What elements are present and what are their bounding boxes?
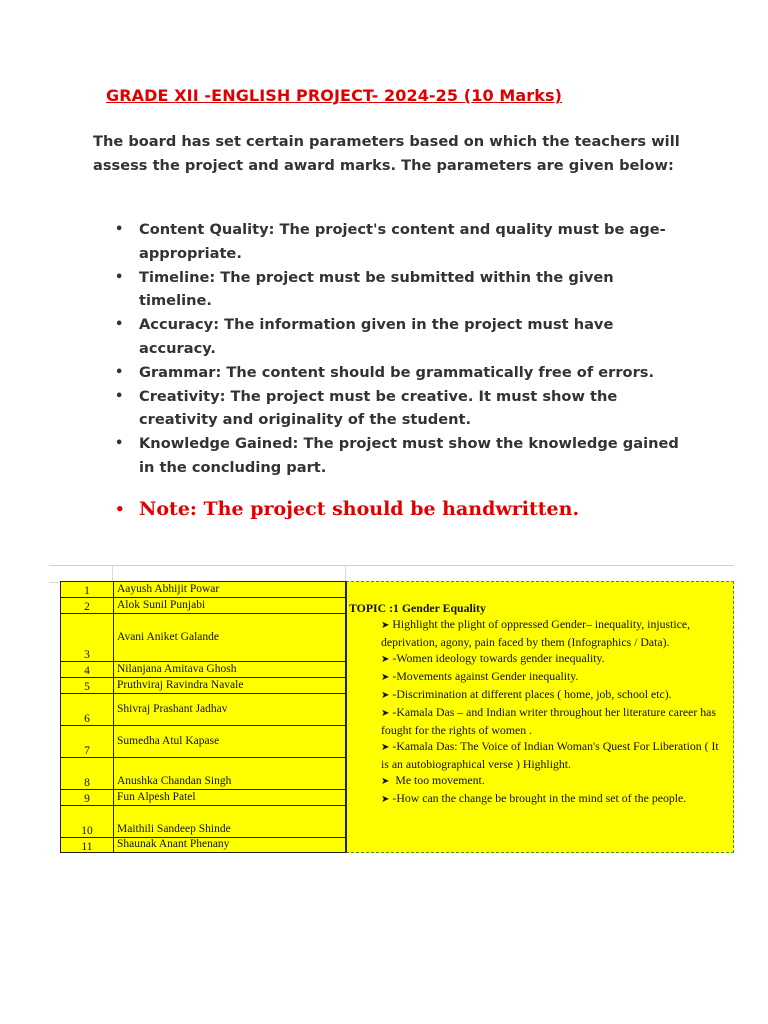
roll-number: 4	[61, 662, 114, 677]
topic-point-text: -Women ideology towards gender inequality.	[392, 651, 605, 665]
topic-point	[381, 738, 723, 772]
student-name: Shaunak Anant Phenany	[117, 838, 230, 850]
parameter-item: • Content Quality: The project's content and quality must be age-appropriate.	[139, 218, 679, 265]
table-row	[61, 678, 345, 694]
topic-cell	[346, 581, 734, 853]
roll-number: 11	[61, 838, 114, 853]
parameter-item: • Timeline: The project must be submitted within the given timeline.	[139, 266, 679, 313]
topic-point-text: -Kamala Das: The Voice of Indian Woman's Quest For Liberation ( It is an autobiographical verse ) Highlight.	[381, 739, 719, 771]
topic-point-text: -How can the change be brought in the mind set of the people.	[392, 791, 687, 805]
parameter-item: • Accuracy: The information given in the project must have accuracy.	[139, 313, 679, 360]
table-row	[61, 662, 345, 678]
roll-number: 3	[61, 614, 114, 661]
handwritten-note: • Note: The project should be handwritten.	[139, 498, 579, 520]
student-name: Avani Aniket Galande	[117, 631, 219, 643]
table-row	[61, 614, 345, 662]
arrow-bullet-icon: ➤	[381, 654, 390, 665]
student-name: Alok Sunil Punjabi	[117, 599, 206, 611]
table-row	[61, 806, 345, 838]
topic-point-text: -Kamala Das – and Indian writer throughout her literature career has fought for the rights of women .	[381, 705, 717, 737]
topic-point	[381, 790, 723, 808]
topic-point	[381, 616, 723, 650]
table-row	[61, 838, 345, 853]
student-name: Fun Alpesh Patel	[117, 791, 196, 803]
table-row	[61, 790, 345, 806]
table-row	[61, 726, 345, 758]
intro-paragraph: The board has set certain parameters based on which the teachers will assess the project and award marks. The parameters are given below:	[93, 133, 680, 174]
arrow-bullet-icon: ➤	[381, 708, 390, 719]
student-name: Anushka Chandan Singh	[117, 775, 232, 787]
roll-number: 2	[61, 598, 114, 613]
topic-point-text: Highlight the plight of oppressed Gender– inequality, injustice, deprivation, agony, pain faced by them (Infographics / Data).	[381, 617, 691, 649]
roll-number: 8	[61, 758, 114, 789]
topic-point	[381, 772, 723, 790]
arrow-bullet-icon: ➤	[381, 776, 390, 787]
topic-point	[381, 686, 723, 704]
table-row	[61, 694, 345, 726]
roll-number: 10	[61, 806, 114, 837]
arrow-bullet-icon: ➤	[381, 620, 390, 631]
page-title: GRADE XII -ENGLISH PROJECT- 2024-25 (10 Marks)	[106, 86, 563, 105]
topic-point-text: -Movements against Gender inequality.	[392, 669, 579, 683]
student-name: Aayush Abhijit Powar	[117, 583, 220, 595]
arrow-bullet-icon: ➤	[381, 690, 390, 701]
roll-number: 5	[61, 678, 114, 693]
student-name: Shivraj Prashant Jadhav	[117, 703, 228, 715]
student-name: Sumedha Atul Kapase	[117, 735, 220, 747]
topic-heading: TOPIC :1 Gender Equality	[349, 601, 486, 615]
parameter-item: • Grammar: The content should be grammatically free of errors.	[139, 361, 679, 385]
table-row	[61, 758, 345, 790]
roll-number: 6	[61, 694, 114, 725]
student-table	[60, 581, 346, 853]
table-row	[61, 582, 345, 598]
parameter-item: • Knowledge Gained: The project must show the knowledge gained in the concluding part.	[139, 432, 679, 479]
arrow-bullet-icon: ➤	[381, 672, 390, 683]
topic-point-text: -Discrimination at different places ( home, job, school etc).	[392, 687, 672, 701]
parameter-item: • Creativity: The project must be creative. It must show the creativity and originality of the student.	[139, 385, 679, 432]
topic-point	[381, 704, 723, 738]
topic-point-text: Me too movement.	[392, 773, 485, 787]
table-row	[61, 598, 345, 614]
student-name: Nilanjana Amitava Ghosh	[117, 663, 237, 675]
topic-point	[381, 650, 723, 668]
parameter-list	[139, 218, 679, 480]
student-name: Maithili Sandeep Shinde	[117, 823, 231, 835]
roll-number: 1	[61, 582, 114, 597]
roll-number: 7	[61, 726, 114, 757]
arrow-bullet-icon: ➤	[381, 742, 390, 753]
topic-point	[381, 668, 723, 686]
roll-number: 9	[61, 790, 114, 805]
topic-points	[381, 616, 723, 808]
arrow-bullet-icon: ➤	[381, 794, 390, 805]
student-name: Pruthviraj Ravindra Navale	[117, 679, 244, 691]
